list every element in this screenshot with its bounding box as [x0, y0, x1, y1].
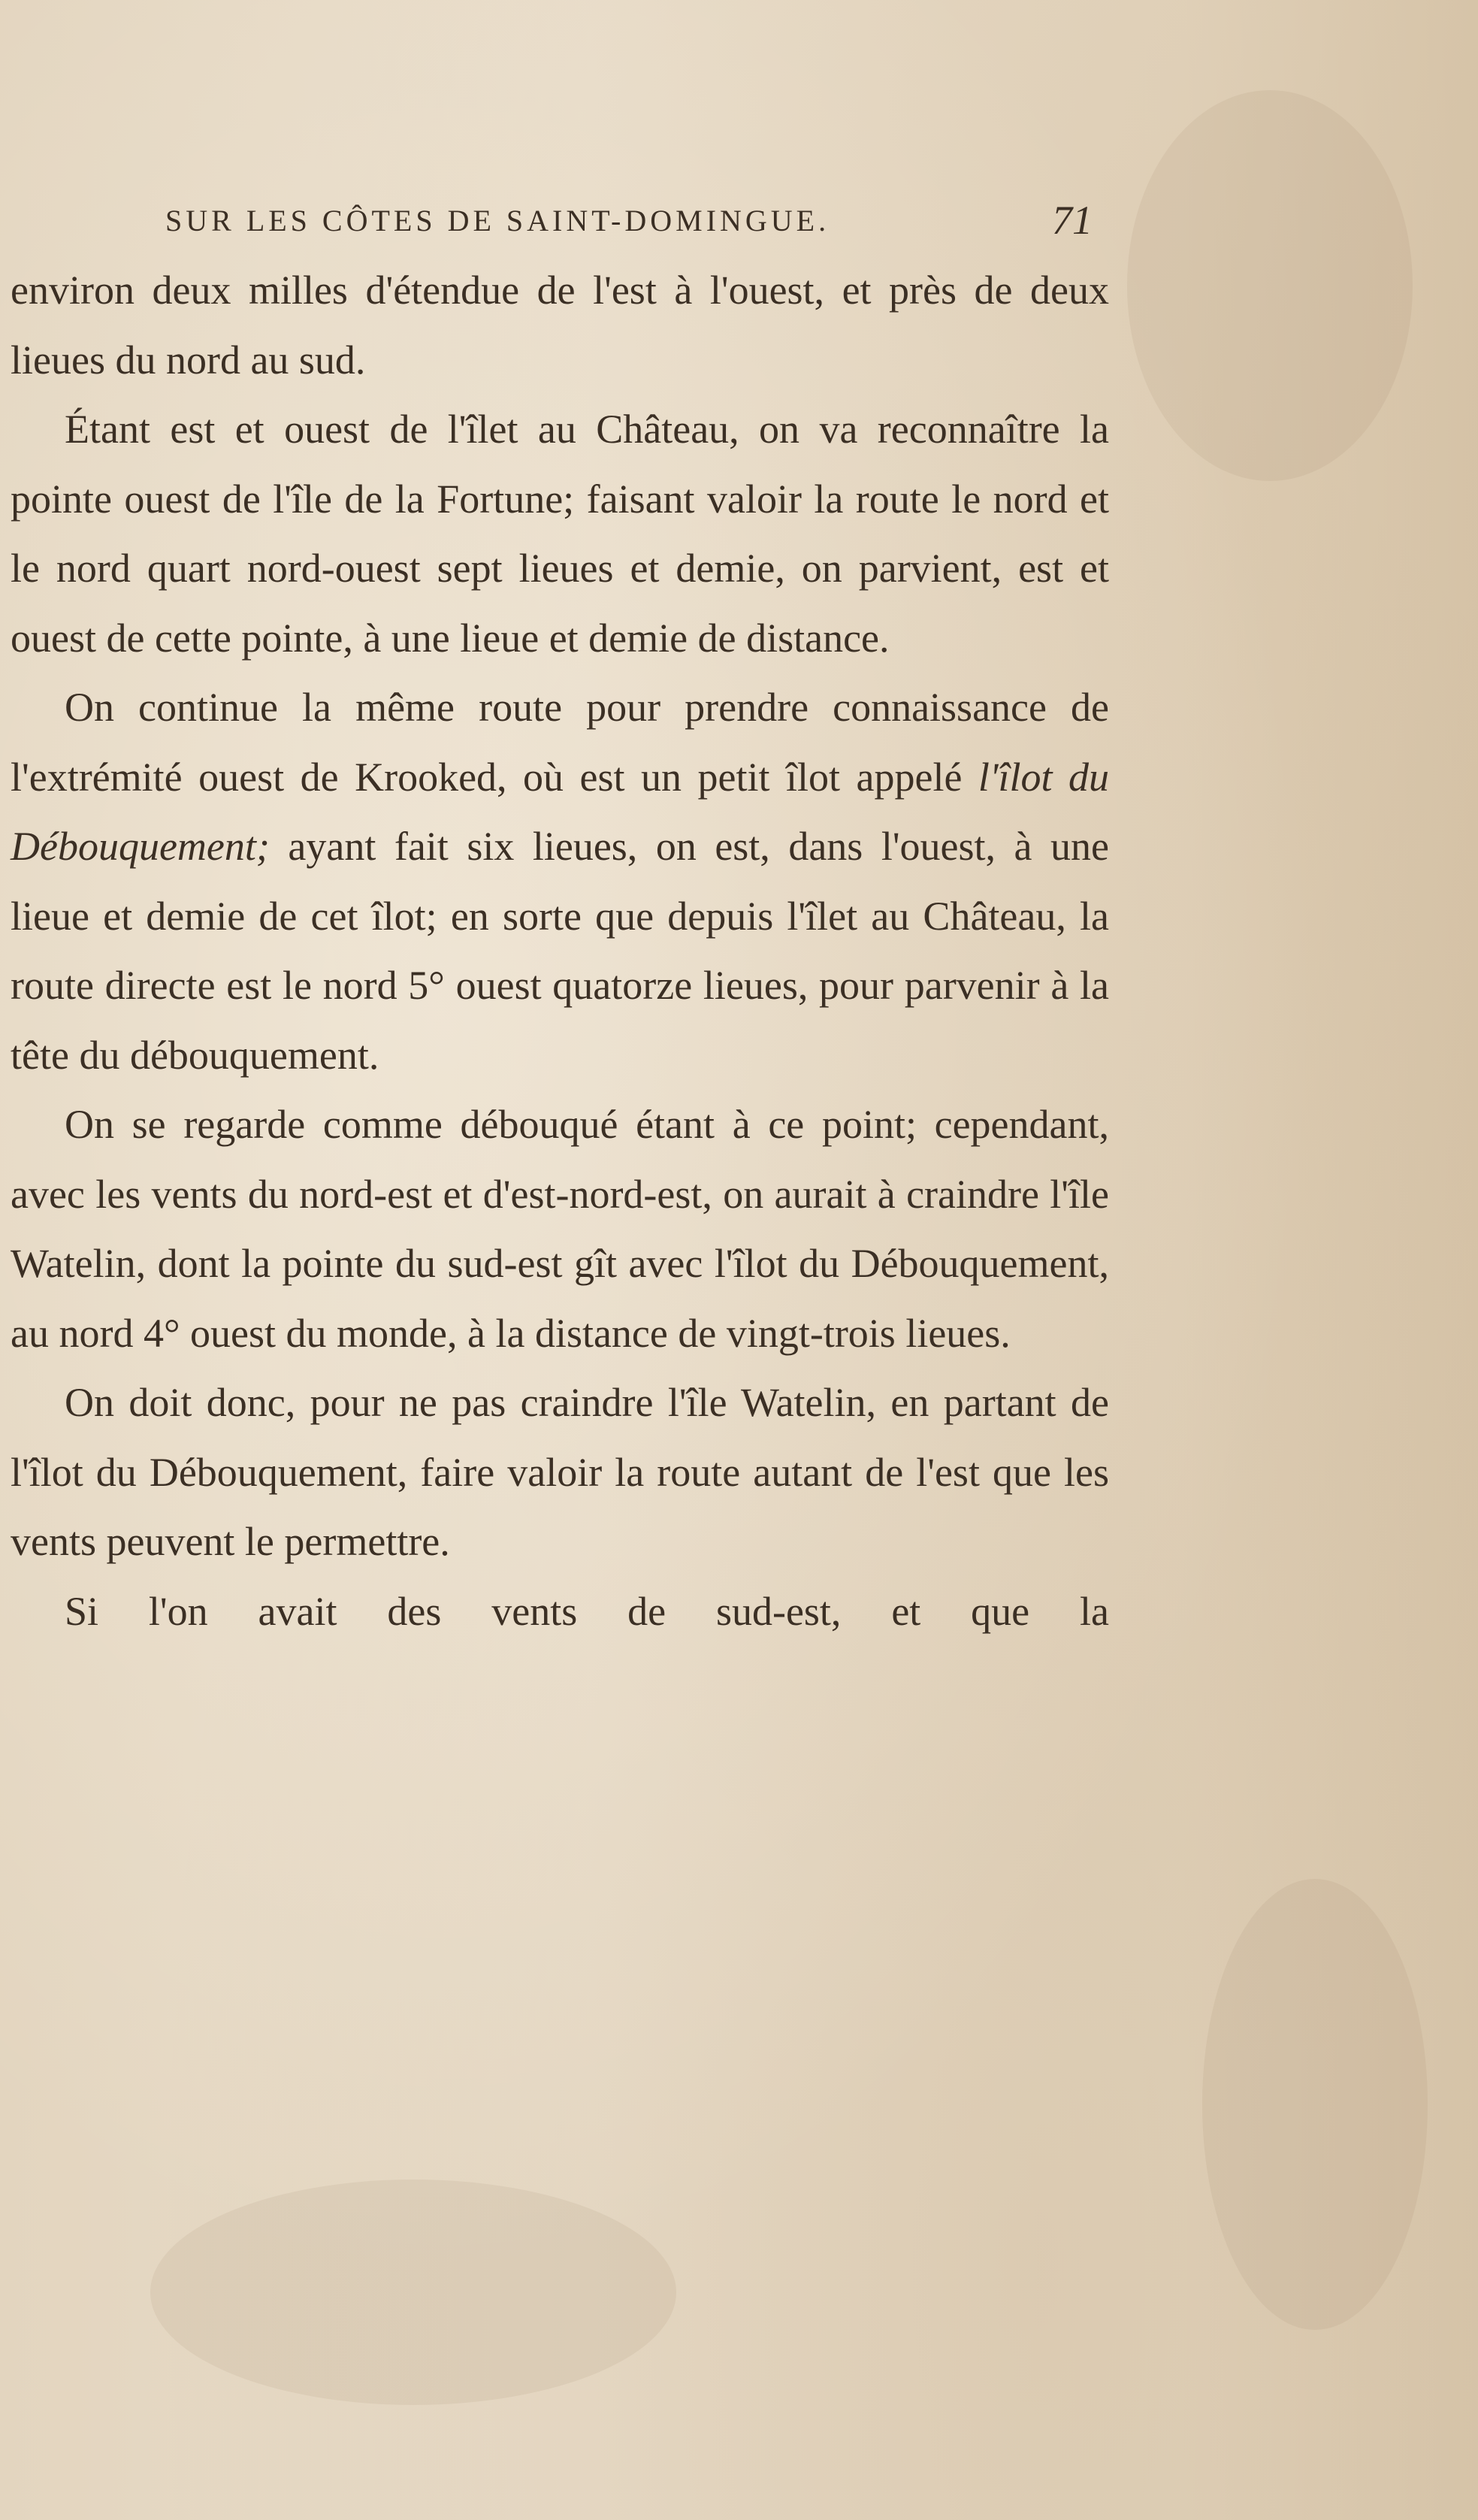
- paragraph: On doit donc, pour ne pas craindre l'île Watelin, en partant de l'îlot du Débouquement, faire valoir la route autant de l'est que les vents peuvent le permettre.: [11, 1380, 1109, 1564]
- body-text: [11, 256, 1109, 1646]
- paper-stain: [1127, 90, 1413, 481]
- paragraph-text: On continue la même route pour prendre connaissance de l'extrémité ouest de Krooked, où est un petit îlot appelé: [11, 685, 1109, 800]
- page-number: 71: [1052, 198, 1093, 243]
- running-header: [0, 198, 1127, 256]
- paragraph: On se regarde comme débouqué étant à ce point; cependant, avec les vents du nord-est et d'est-nord-est, on aurait à craindre l'île Watelin, dont la pointe du sud-est gît avec l'îlot du Débouquement, au nord 4° ouest du monde, à la distance de vingt-trois lieues.: [11, 1102, 1109, 1356]
- paragraph: environ deux milles d'étendue de l'est à l'ouest, et près de deux lieues du nord au sud.: [11, 268, 1109, 383]
- paragraph: Étant est et ouest de l'îlet au Château, on va reconnaître la pointe ouest de l'île de la Fortune; faisant valoir la route le nord et le nord quart nord-ouest sept lieues et demie, on parvient, est et ouest de cette pointe, à une lieue et demie de distance.: [11, 407, 1109, 661]
- italic-place-name: l'îlot du Débouquement;: [11, 754, 1109, 869]
- running-title: SUR LES CÔTES DE SAINT-DOMINGUE.: [165, 204, 830, 237]
- paper-stain: [1202, 1879, 1428, 2330]
- paper-stain: [150, 2180, 676, 2405]
- paragraph-text: ayant fait six lieues, on est, dans l'ouest, à une lieue et demie de cet îlot; en sorte que depuis l'îlet au Château, la route directe est le nord 5° ouest quatorze lieues, pour parvenir à la tête du débouquement.: [11, 824, 1109, 1078]
- paragraph: Si l'on avait des vents de sud-est, et que la: [65, 1588, 1109, 1634]
- paragraph: [11, 673, 1109, 1090]
